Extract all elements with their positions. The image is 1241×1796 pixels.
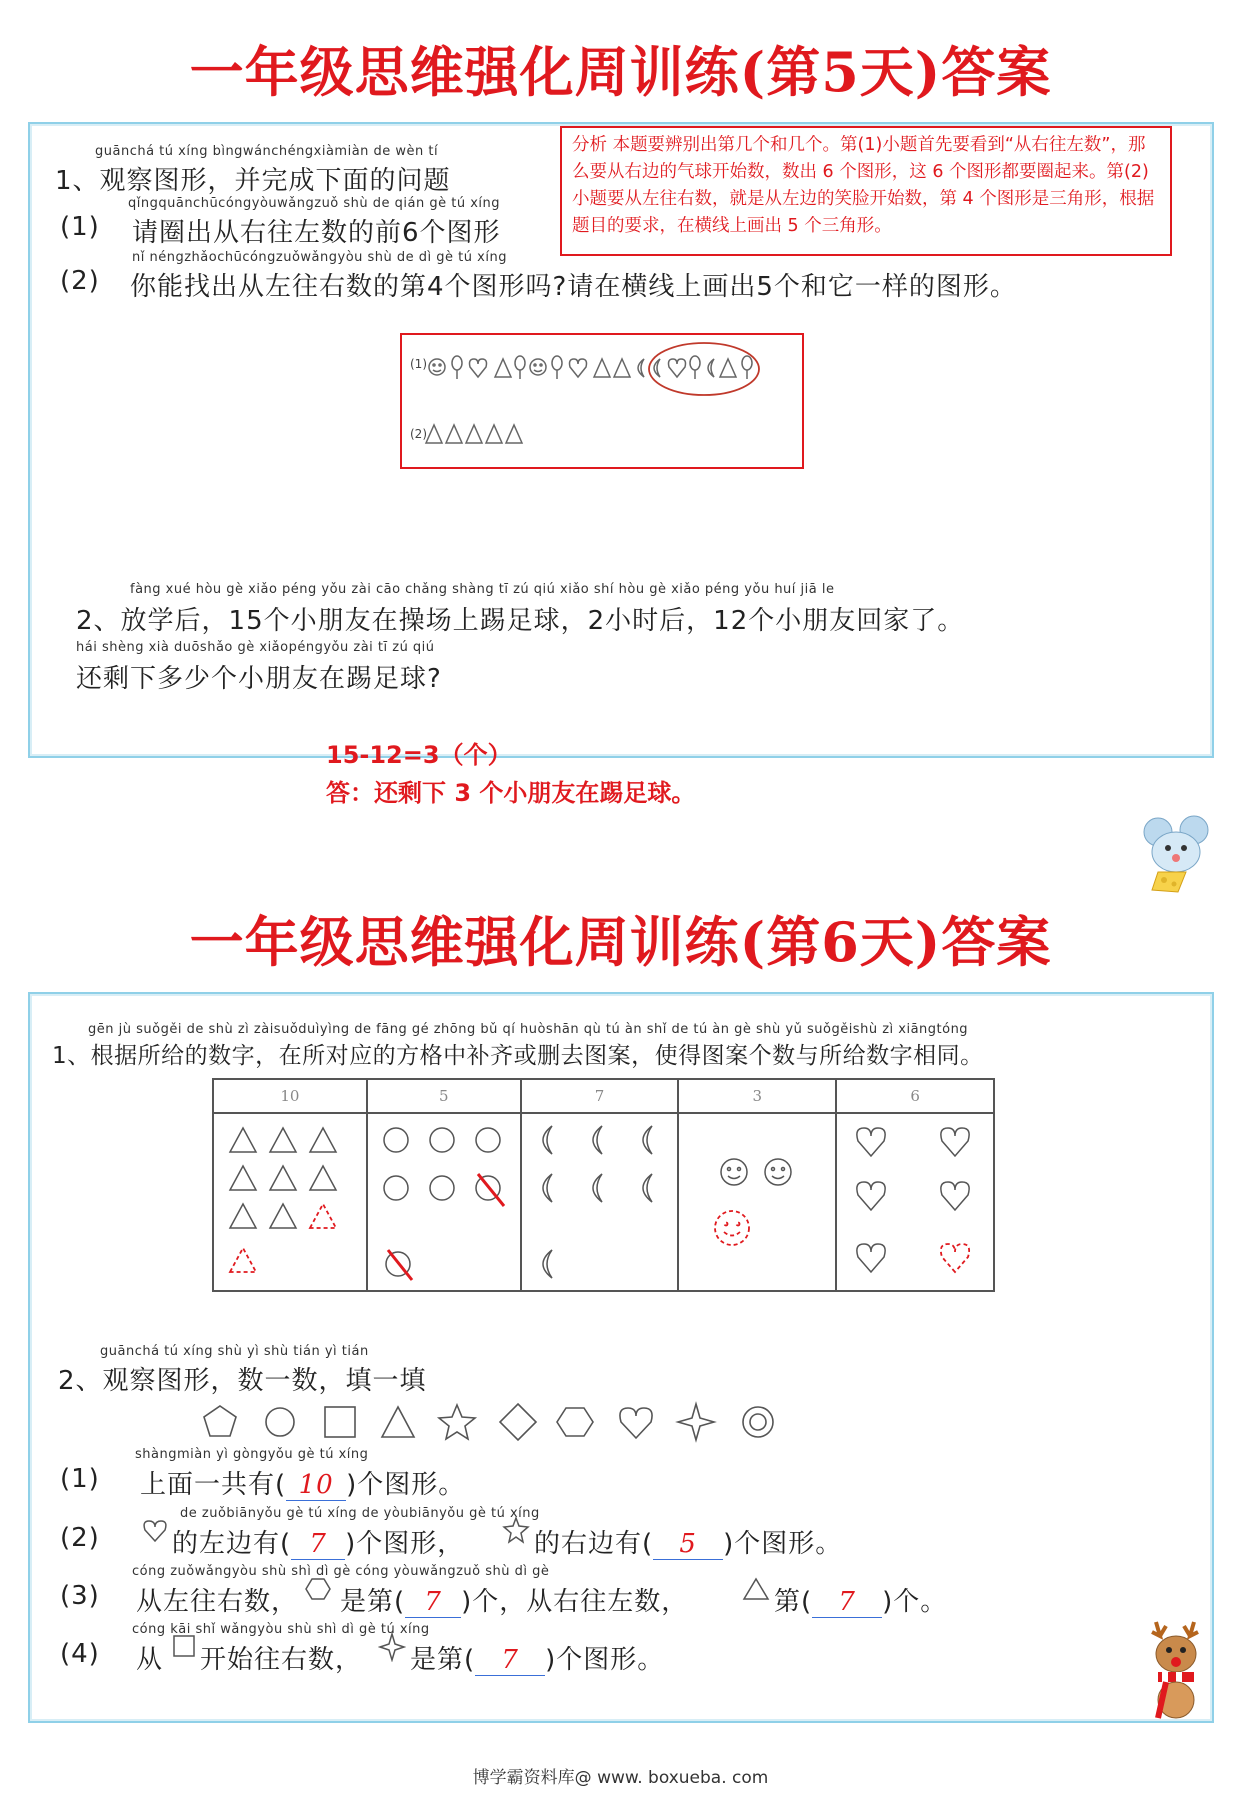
hexagon-icon (557, 1408, 593, 1436)
shape-row (200, 1400, 800, 1444)
triangle-icon (270, 1128, 296, 1152)
triangle-icon (270, 1166, 296, 1190)
d6-q1-text: 1、根据所给的数字，在所对应的方格中补齐或删去图案，使得图案个数与所给数字相同。 (52, 1043, 984, 1069)
s3-num: (3) (60, 1581, 100, 1611)
s1-pinyin: shàngmiàn yì gòngyǒu gè tú xíng (135, 1447, 369, 1462)
circle-icon (476, 1128, 500, 1152)
s2-t3: 的右边有( (534, 1529, 654, 1559)
s3-t4: 第( (774, 1587, 813, 1617)
s2-pinyin: de zuǒbiānyǒu gè tú xíng de yòubiānyǒu gè tú xíng (180, 1506, 540, 1521)
answer-figure-box (400, 333, 804, 469)
balloon-icon (452, 356, 462, 379)
triangle-icon (230, 1166, 256, 1190)
pentagon-icon (204, 1406, 236, 1436)
s1-line (140, 1464, 465, 1501)
q2-text-2: 还剩下多少个小朋友在踢足球? (76, 664, 442, 694)
s3-pinyin: cóng zuǒwǎngyòu shù shì dì gè cóng yòuwǎngzuǒ shù dì gè (132, 1564, 550, 1579)
s2-t1: 的左边有( (172, 1529, 292, 1559)
q1-p2-text: 你能找出从左往右数的第4个图形吗?请在横线上画出5个和它一样的图形。 (130, 272, 1017, 302)
q2-text-1: 2、放学后，15个小朋友在操场上踢足球，2小时后，12个小朋友回家了。 (76, 606, 965, 636)
moon-icon (643, 1126, 652, 1154)
q1-p1-text: 请圈出从右往左数的前6个图形 (132, 218, 501, 248)
answer-sentence: 答：还剩下 3 个小朋友在踢足球。 (326, 779, 696, 807)
col-header: 7 (521, 1079, 679, 1113)
s2-t4: )个图形。 (723, 1529, 843, 1559)
col-header: 5 (367, 1079, 521, 1113)
heart-icon (941, 1182, 969, 1210)
q1-p2-num: (2) (60, 266, 100, 296)
answer-equation: 15-12=3（个） (326, 741, 512, 769)
s3-line-b (774, 1581, 947, 1618)
heart-icon (669, 359, 686, 377)
shape-sequence (402, 335, 802, 467)
balloon-icon (690, 356, 700, 379)
triangle-icon (446, 425, 462, 443)
triangle-icon (742, 1576, 770, 1602)
triangle-icon (426, 425, 442, 443)
circle-icon (430, 1176, 454, 1200)
d6-q2-text: 2、观察图形，数一数，填一填 (58, 1366, 427, 1396)
moon-icon (543, 1174, 552, 1202)
s4-t4: )个图形。 (545, 1645, 665, 1675)
s4-answer: 7 (475, 1645, 545, 1676)
star-icon (502, 1516, 530, 1544)
q2-pinyin-1: fàng xué hòu gè xiǎo péng yǒu zài cāo chǎng shàng tī zú qiú xiǎo shí hòu gè xiǎo péng yǒu huí jiā le (130, 582, 835, 597)
smiley-icon (530, 359, 546, 375)
triangle-icon (466, 425, 482, 443)
moon-icon (593, 1126, 602, 1154)
ring-icon (743, 1407, 773, 1437)
analysis-box: 分析 本题要辨别出第几个和几个。第(1)小题首先要看到“从右往左数”，那么要从右边的气球开始数，数出 6 个图形，这 6 个图形都要圈起来。第(2)小题要从左往右数，就是从左边的笑脸开始数，第 4 个图形是三角形，根据题目的要求，在横线上画出 5 个三角形。 (560, 126, 1172, 256)
hexagon-icon (304, 1576, 332, 1602)
s3-t5: )个。 (882, 1587, 948, 1617)
s2-answer-1: 7 (291, 1529, 345, 1560)
added-triangle-icon (230, 1248, 256, 1272)
d6-q2-pinyin: guānchá tú xíng shù yì shù tián yì tián (100, 1344, 369, 1359)
reindeer-mascot-icon (1136, 1618, 1216, 1722)
triangle-icon (382, 1407, 414, 1437)
triangle-icon (594, 359, 610, 377)
day5-title: 一年级思维强化周训练(第5天)答案 (189, 40, 1052, 104)
circle-icon (384, 1176, 408, 1200)
s4-line (410, 1639, 664, 1676)
s2-answer-2: 5 (653, 1529, 723, 1560)
triangle-icon (506, 425, 522, 443)
moon-icon (638, 359, 644, 377)
circle-icon (384, 1128, 408, 1152)
triangle-icon (310, 1166, 336, 1190)
q1-p1-pinyin: qǐngquānchūcóngyòuwǎngzuǒ shù de qián gè tú xíng (128, 196, 501, 211)
d6-q1-pinyin: gēn jù suǒgěi de shù zì zàisuǒduìyìng de fāng gé zhōng bǔ qí huòshān qù tú àn shǐ de tú àn gè shù yǔ suǒgěishù zì xiāngtóng (88, 1022, 969, 1037)
footer-watermark: 博学霸资料库@ www. boxueba. com (472, 1768, 769, 1788)
s2-t2: )个图形， (345, 1529, 465, 1559)
s2-line-b (534, 1523, 842, 1560)
col-header: 3 (678, 1079, 836, 1113)
smiley-icon (429, 359, 445, 375)
col-header: 6 (836, 1079, 994, 1113)
q1-text: 1、观察图形，并完成下面的问题 (55, 166, 451, 196)
added-smiley-icon (715, 1211, 749, 1245)
q2-pinyin-2: hái shèng xià duōshǎo gè xiǎopéngyǒu zài tī zú qiú (76, 640, 435, 655)
triangle-icon (495, 359, 511, 377)
s4-t2: 开始往右数， (200, 1645, 363, 1675)
moon-icon (543, 1126, 552, 1154)
star-icon (439, 1405, 475, 1439)
s4-t3: 是第( (410, 1645, 476, 1675)
col-header: 10 (213, 1079, 367, 1113)
table-shapes (212, 1114, 999, 1294)
s2-line-a (172, 1523, 464, 1560)
triangle-icon (230, 1128, 256, 1152)
balloon-icon (552, 356, 562, 379)
heart-icon (857, 1128, 885, 1156)
s3-t3: )个，从右往左数， (461, 1587, 689, 1617)
triangle-icon (486, 425, 502, 443)
smiley-icon (765, 1159, 791, 1185)
s3-line-a (340, 1581, 688, 1618)
balloon-icon (515, 356, 525, 379)
square-icon (172, 1634, 196, 1658)
added-triangle-icon (310, 1204, 336, 1228)
circle-icon (430, 1128, 454, 1152)
s4-pinyin: cóng kāi shǐ wǎngyòu shù shì dì gè tú xíng (132, 1622, 430, 1637)
s3-t1: 从左往右数， (136, 1587, 299, 1617)
s4-num: (4) (60, 1639, 100, 1669)
s1-num: (1) (60, 1464, 100, 1494)
heart-icon (941, 1128, 969, 1156)
triangle-icon (310, 1128, 336, 1152)
heart-icon (620, 1408, 652, 1438)
s1-pre: 上面一共有( (140, 1470, 287, 1500)
moon-icon (643, 1174, 652, 1202)
square-icon (325, 1407, 355, 1437)
moon-icon (593, 1174, 602, 1202)
triangle-icon (614, 359, 630, 377)
heart-icon (470, 359, 487, 377)
triangle-icon (230, 1204, 256, 1228)
fig-label-2: (2) (410, 427, 427, 441)
circle-icon (266, 1408, 294, 1436)
added-heart-icon (941, 1244, 969, 1272)
triangle-icon (720, 359, 736, 377)
heart-icon (857, 1182, 885, 1210)
sparkle-icon (678, 1404, 714, 1440)
heart-icon (570, 359, 587, 377)
heart-icon (142, 1518, 168, 1544)
balloon-icon (742, 356, 752, 379)
s1-post: )个图形。 (346, 1470, 466, 1500)
mouse-mascot-icon (1138, 812, 1216, 896)
heart-icon (857, 1244, 885, 1272)
s3-t2: 是第( (340, 1587, 406, 1617)
day6-title: 一年级思维强化周训练(第6天)答案 (189, 910, 1052, 974)
sparkle-icon (378, 1632, 406, 1662)
answer-circle (649, 343, 759, 395)
s3-answer-1: 7 (405, 1587, 461, 1618)
smiley-icon (721, 1159, 747, 1185)
q1-pinyin: guānchá tú xíng bìngwánchéngxiàmiàn de wèn tí (95, 144, 439, 159)
q1-p1-num: (1) (60, 212, 100, 242)
s1-answer: 10 (286, 1470, 346, 1501)
moon-icon (708, 359, 714, 377)
fig-label-1: (1) (410, 357, 427, 371)
triangle-icon (270, 1204, 296, 1228)
s2-num: (2) (60, 1523, 100, 1553)
diamond-icon (500, 1404, 536, 1440)
q1-p2-pinyin: nǐ néngzhǎochūcóngzuǒwǎngyòu shù de dì gè tú xíng (132, 250, 507, 265)
moon-icon (543, 1250, 552, 1278)
moon-icon (654, 359, 660, 377)
s4-t1: 从 (136, 1645, 164, 1675)
s3-answer-2: 7 (812, 1587, 882, 1618)
